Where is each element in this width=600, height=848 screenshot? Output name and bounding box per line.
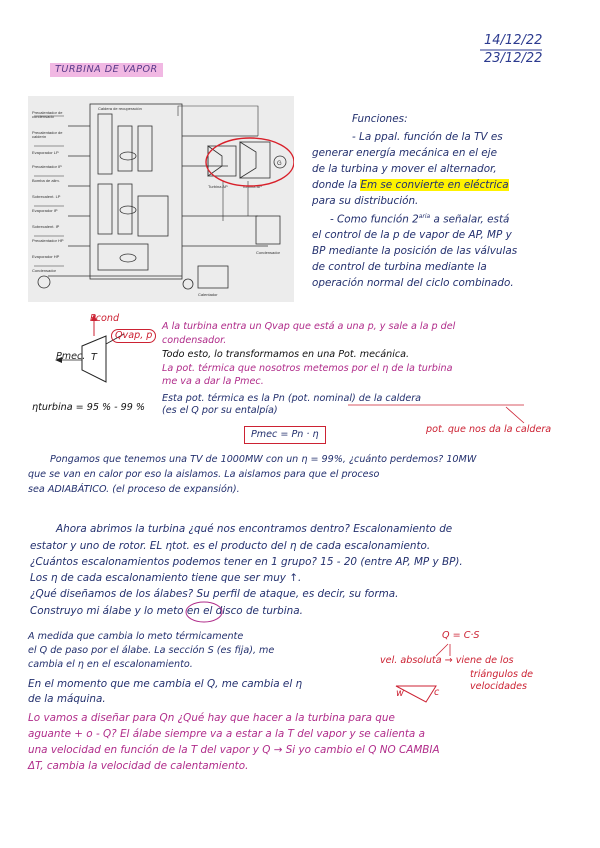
svg-text:Condensador: Condensador [32,268,57,273]
para3-line-3: ¿Cuántos escalonamientos podemos tener en 1 grupo? 15 - 20 (entre AP, MP y BP). [30,556,463,568]
para5-line-1: En el momento que me cambia el Q, me cambia el η [28,678,303,690]
funciones-line-6 [330,214,509,225]
pmec-label: Pmec. [56,351,86,362]
funciones-line-8: BP mediante la posición de las válvulas [312,245,518,257]
svg-text:Precalentador de: Precalentador de [32,130,63,135]
date-1: 14/12/22 [484,33,543,48]
para4-line-2: el Q de paso por el álabe. La sección S (es fija), me [28,645,275,656]
date-divider [480,48,544,52]
para6-line-3: una velocidad en función de la T del vapor y Q → Si yo cambio el Q NO CAMBIA [28,744,440,756]
funciones-line-4 [312,180,509,190]
para1d-line-1: Esta pot. térmica es la Pn (pot. nominal) de la caldera [162,393,422,404]
para6-line-4: ΔT, cambia la velocidad de calentamiento. [28,760,249,772]
qvap-label: Qvap, p [111,329,156,343]
para1-line-2: condensador. [162,335,227,346]
svg-text:Sobrecalent. IP: Sobrecalent. IP [32,224,60,229]
para1c-line-2: me va a dar la Pmec. [162,376,264,387]
side-formula: Q = C·S [442,630,480,641]
svg-text:Precalentador IP: Precalentador IP [32,164,62,169]
date-2: 23/12/22 [484,51,543,66]
para5-line-2: de la máquina. [28,693,106,705]
para6-line-1: Lo vamos a diseñar para Qn ¿Qué hay que hacer a la turbina para que [28,712,395,724]
page-title: TURBINA DE VAPOR [50,63,163,77]
svg-text:Condensador: Condensador [256,250,281,255]
formula-note: pot. que nos da la caldera [426,424,552,435]
svg-text:Evaporador LP: Evaporador LP [32,150,59,155]
funciones-line-6-post: a señalar, está [430,213,510,226]
para3-line-5: ¿Qué diseñamos de los álabes? Su perfil de ataque, es decir, su forma. [30,588,399,600]
formula-note-arrow [346,404,554,426]
svg-text:Caldera de recuperación: Caldera de recuperación [98,106,142,111]
triangle-w-label: w [396,688,404,699]
para1c-line-1: La pot. térmica que nosotros metemos por el η de la turbina [162,363,453,374]
funciones-line-3: de la turbina y mover el alternador, [312,163,497,175]
funciones-line-6-sup: aria [418,213,431,220]
para2-line-3: sea ADIABÁTICO. (el proceso de expansión). [28,484,240,495]
svg-text:Turbina AP: Turbina AP [208,184,228,189]
funciones-heading: Funciones: [352,113,408,125]
para4-line-3: cambia el η en el escalonamiento. [28,659,193,670]
svg-text:Sobrecalent. LP: Sobrecalent. LP [32,194,61,199]
side-note-line-1: vel. absoluta → viene de los [380,655,514,666]
funciones-line-1: - La ppal. función de la TV es [352,131,503,143]
meto-circle [184,600,224,624]
generator-label: G [277,161,282,167]
para1d-line-2: (es el Q por su entalpía) [162,405,278,416]
funciones-line-4-pre: donde la [312,179,361,191]
side-note-line-2: triángulos de [470,669,534,680]
funciones-line-2: generar energía mecánica en el eje [312,147,497,159]
eta-turbina: ηturbina = 95 % - 99 % [32,402,146,413]
svg-text:calderín: calderín [32,134,47,139]
para2-line-2: que se van en calor por eso la aislamos. La aislamos para que el proceso [28,469,380,480]
para3-line-2: estator y uno de rotor. EL ηtot. es el producto del η de cada escalonamiento. [30,540,431,552]
para1b: Todo esto, lo transformamos en una Pot. mecánica. [162,349,410,360]
para3-line-4: Los η de cada escalonamiento tiene que ser muy ↑. [30,572,302,584]
funciones-line-9: de control de turbina mediante la [312,261,487,273]
funciones-line-10: operación normal del ciclo combinado. [312,277,514,289]
funciones-line-7: el control de la p de vapor de AP, MP y [312,229,512,241]
svg-text:Evaporador HP: Evaporador HP [32,254,60,259]
turbine-t-label: T [91,352,97,363]
funciones-line-6-pre: - Como función 2 [330,213,419,226]
svg-text:Bomba de alim.: Bomba de alim. [32,178,60,183]
plant-diagram-svg [28,96,294,302]
svg-text:Precalentador HP: Precalentador HP [32,238,64,243]
triangle-c-label: c [434,687,440,698]
para3-line-1: Ahora abrimos la turbina ¿qué nos encontramos dentro? Escalonamiento de [56,523,453,535]
funciones-line-5: para su distribución. [312,195,419,207]
svg-text:Turbina BP: Turbina BP [242,184,262,189]
para2-line-1: Pongamos que tenemos una TV de 1000MW con un η = 99%, ¿cuánto perdemos? 10MW [50,454,477,465]
para3-line-6: Construyo mi álabe y lo meto en el disco de turbina. [30,605,303,617]
formula-box: Pmec = Pn · η [244,426,326,444]
funciones-highlight: Em se convierte en eléctrica [360,179,509,191]
svg-text:Calentador: Calentador [198,292,218,297]
pcond-label: Pcond [90,313,120,324]
svg-text:Evaporador IP: Evaporador IP [32,208,58,213]
svg-text:condensado: condensado [32,114,54,119]
para1-line-1: A la turbina entra un Qvap que está a una p, y sale a la p del [162,321,456,332]
svg-text:Precalentador de: Precalentador de [32,110,63,115]
side-note-line-3: velocidades [470,681,528,692]
para4-line-1: A medida que cambia lo meto térmicamente [28,631,244,642]
plant-diagram [28,96,294,302]
para6-line-2: aguante + o - Q? El álabe siempre va a estar a la T del vapor y se calienta a [28,728,425,740]
